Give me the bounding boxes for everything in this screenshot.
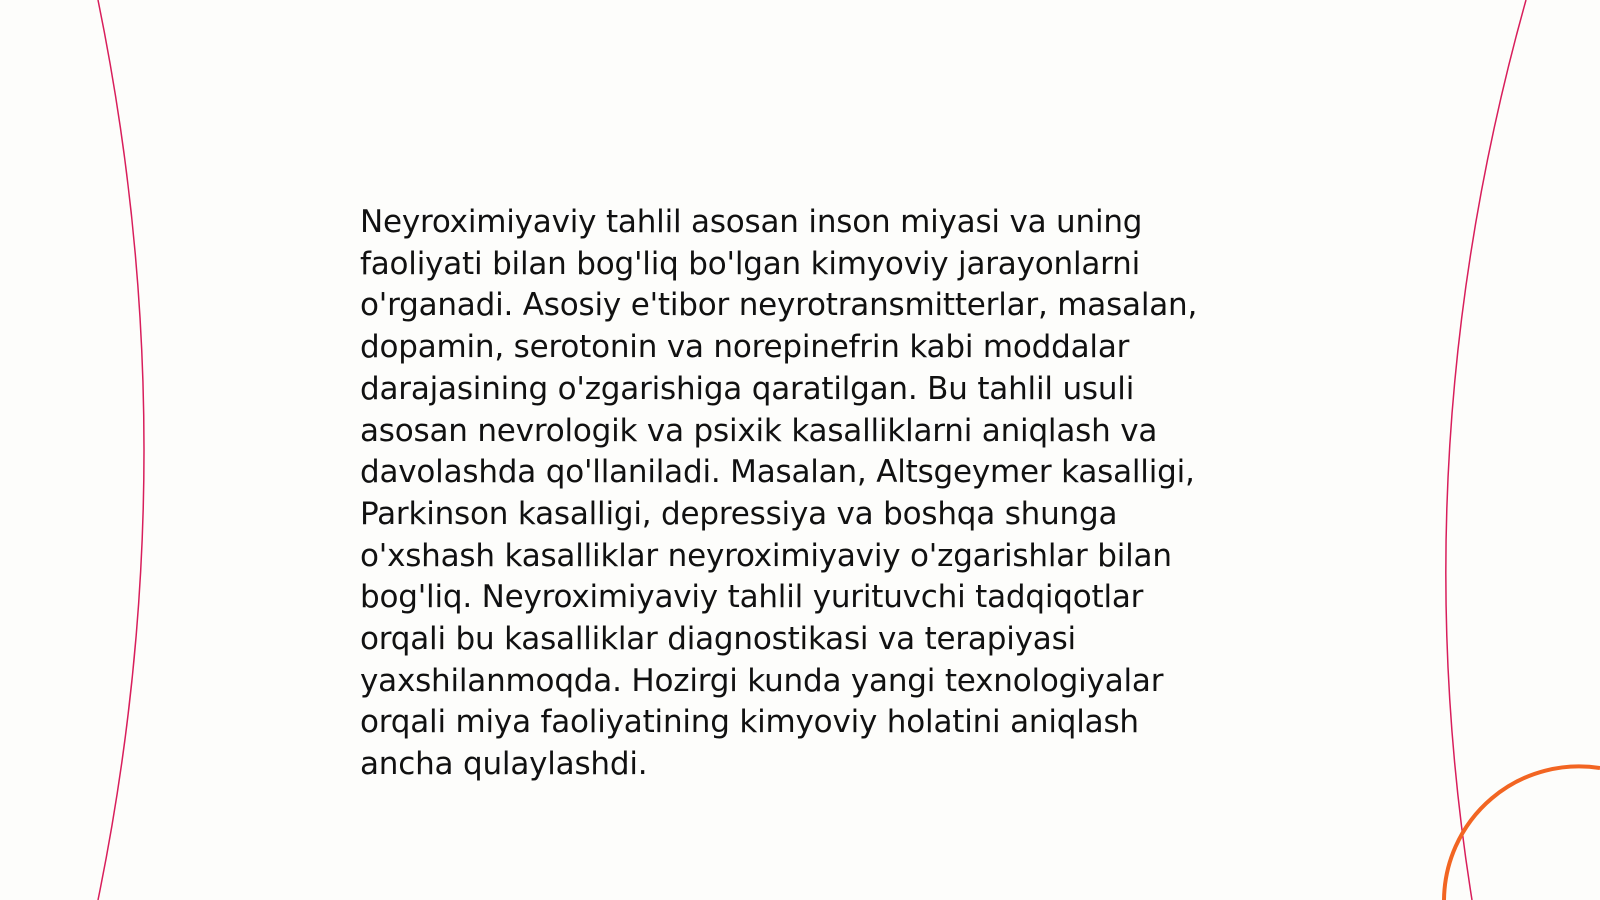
- orange-circle-accent: [1444, 766, 1600, 900]
- slide-body-text: Neyroximiyaviy tahlil asosan inson miyasi va uning faoliyati bilan bog'liq bo'lgan kimyoviy jarayonlarni o'rganadi. Asosiy e'tibor neyrotransmitterlar, masalan, dopamin, serotonin va norepinefrin kabi moddalar darajasining o'zgarishiga qaratilgan. Bu tahlil usuli asosan nevrologik va psixik kasalliklarni aniqlash va davolashda qo'llaniladi. Masalan, Altsgeymer kasalligi, Parkinson kasalligi, depressiya va boshqa shunga o'xshash kasalliklar neyroximiyaviy o'zgarishlar bilan bog'liq. Neyroximiyaviy tahlil yurituvchi tadqiqotlar orqali bu kasalliklar diagnostikasi va terapiyasi yaxshilanmoqda. Hozirgi kunda yangi texnologiyalar orqali miya faoliyatining kimyoviy holatini aniqlash ancha qulaylashdi.: [360, 204, 1198, 783]
- left-curve-line: [98, 0, 144, 900]
- right-curve-line: [1446, 0, 1526, 900]
